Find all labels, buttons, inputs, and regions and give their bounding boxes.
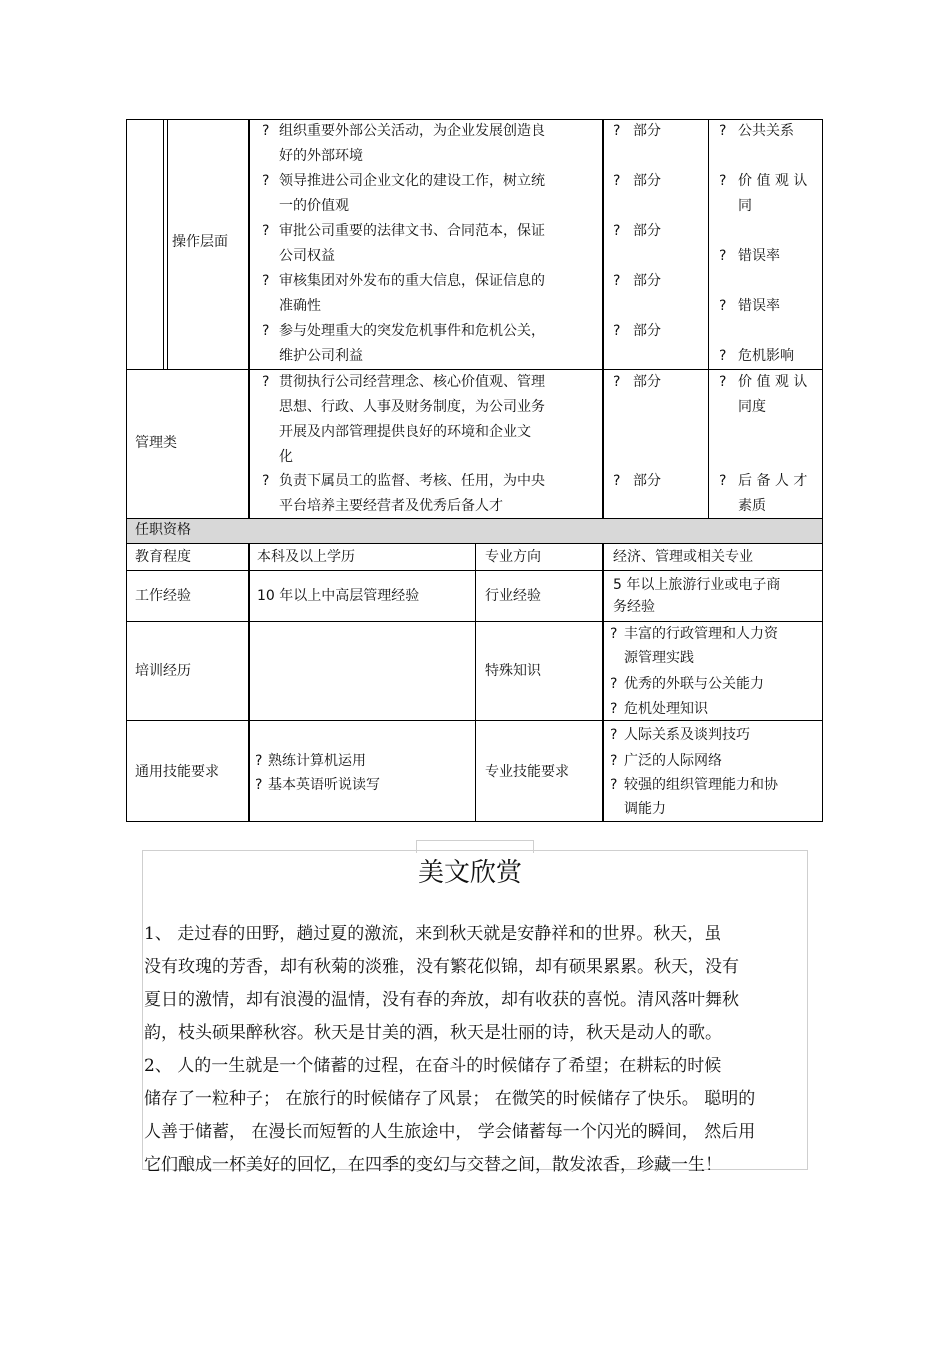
bullet-mark: ? xyxy=(610,753,618,769)
bullet-mark: ? xyxy=(255,753,263,769)
table-border xyxy=(163,119,164,369)
scope-text: 部分 xyxy=(633,374,661,390)
duty-text: 参与处理重大的突发危机事件和危机公关， xyxy=(279,323,545,339)
bullet-mark: ? xyxy=(613,273,621,289)
essay-line: 2、 人的一生就是一个储蓄的过程，在奋斗的时候储存了希望；在耕耘的时候 xyxy=(144,1056,722,1076)
duty-text: 开展及内部管理提供良好的环境和企业文 xyxy=(279,424,531,440)
bullet-mark: ? xyxy=(262,173,270,189)
table-border xyxy=(167,119,168,369)
bullet-mark: ? xyxy=(613,374,621,390)
bullet-mark: ? xyxy=(719,173,727,189)
duty-text: 一的价值观 xyxy=(279,198,349,214)
duty-text: 负责下属员工的监督、考核、任用，为中央 xyxy=(279,473,545,489)
scope-text: 部分 xyxy=(633,273,661,289)
skill-text: 广泛的人际网络 xyxy=(624,753,722,769)
duty-text: 维护公司利益 xyxy=(279,348,363,364)
bullet-mark: ? xyxy=(610,701,618,717)
bullet-mark: ? xyxy=(613,173,621,189)
education-value: 本科及以上学历 xyxy=(257,549,355,565)
essay-line: 没有玫瑰的芳香，却有秋菊的淡雅，没有繁花似锦，却有硕果累累。秋天，没有 xyxy=(144,957,739,977)
essay-line: 储存了一粒种子； 在旅行的时候储存了风景； 在微笑的时候储存了快乐。 聪明的 xyxy=(144,1089,756,1109)
general-skill-text: 基本英语听说读写 xyxy=(268,777,380,793)
knowledge-text: 危机处理知识 xyxy=(624,701,708,717)
bullet-mark: ? xyxy=(262,374,270,390)
knowledge-text: 丰富的行政管理和人力资 xyxy=(624,626,778,642)
duty-text: 化 xyxy=(279,449,293,465)
kpi-text: 错误率 xyxy=(738,248,780,264)
industry-value: 5 年以上旅游行业或电子商 xyxy=(613,577,781,593)
qualification-header: 任职资格 xyxy=(135,522,191,538)
skill-text: 人际关系及谈判技巧 xyxy=(624,727,750,743)
professional-skills-label: 专业技能要求 xyxy=(485,764,569,780)
qualification-header-bg xyxy=(127,518,822,543)
industry-label: 行业经验 xyxy=(485,588,541,604)
bullet-mark: ? xyxy=(262,323,270,339)
kpi-text: 价 值 观 认 xyxy=(738,374,808,390)
table-border xyxy=(126,720,822,721)
duty-text: 准确性 xyxy=(279,298,321,314)
table-border xyxy=(708,119,709,518)
special-knowledge-label: 特殊知识 xyxy=(485,663,541,679)
kpi-text: 错误率 xyxy=(738,298,780,314)
essay-line: 人善于储蓄， 在漫长而短暂的人生旅途中， 学会储蓄每一个闪光的瞬间， 然后用 xyxy=(144,1122,756,1142)
knowledge-text: 优秀的外联与公关能力 xyxy=(624,676,764,692)
essay-line: 1、 走过春的田野，趟过夏的激流，来到秋天就是安静祥和的世界。秋天，虽 xyxy=(144,924,722,944)
essay-line: 夏日的激情，却有浪漫的温情，没有春的奔放，却有收获的喜悦。清风落叶舞秋 xyxy=(144,990,739,1010)
general-skill-text: 熟练计算机运用 xyxy=(268,753,366,769)
essay-line: 它们酿成一杯美好的回忆，在四季的变幻与交替之间，散发浓香，珍藏一生！ xyxy=(144,1155,722,1175)
bullet-mark: ? xyxy=(613,223,621,239)
operation-level-label: 操作层面 xyxy=(172,234,228,250)
skill-text: 调能力 xyxy=(624,801,666,817)
essay-line: 韵，枝头硕果醉秋容。秋天是甘美的酒，秋天是壮丽的诗，秋天是动人的歌。 xyxy=(144,1023,722,1043)
bullet-mark: ? xyxy=(255,777,263,793)
table-border xyxy=(602,543,604,822)
bullet-mark: ? xyxy=(719,248,727,264)
kpi-text: 同度 xyxy=(738,399,766,415)
table-border xyxy=(126,119,127,822)
table-border xyxy=(248,119,250,518)
duty-text: 贯彻执行公司经营理念、核心价值观、管理 xyxy=(279,374,545,390)
table-border xyxy=(822,119,823,822)
bullet-mark: ? xyxy=(610,676,618,692)
table-border xyxy=(126,543,822,544)
table-border xyxy=(126,821,822,822)
general-skills-label: 通用技能要求 xyxy=(135,764,219,780)
bullet-mark: ? xyxy=(610,777,618,793)
scope-text: 部分 xyxy=(633,223,661,239)
training-label: 培训经历 xyxy=(135,663,191,679)
bullet-mark: ? xyxy=(262,273,270,289)
scope-text: 部分 xyxy=(633,473,661,489)
major-label: 专业方向 xyxy=(485,549,541,565)
knowledge-text: 源管理实践 xyxy=(624,650,694,666)
bullet-mark: ? xyxy=(262,223,270,239)
kpi-text: 后 备 人 才 xyxy=(738,473,808,489)
bullet-mark: ? xyxy=(719,473,727,489)
kpi-text: 价 值 观 认 xyxy=(738,173,808,189)
table-border xyxy=(126,570,822,571)
bullet-mark: ? xyxy=(610,626,618,642)
duty-text: 审核集团对外发布的重大信息，保证信息的 xyxy=(279,273,545,289)
bullet-mark: ? xyxy=(262,473,270,489)
duty-text: 组织重要外部公关活动，为企业发展创造良 xyxy=(279,123,545,139)
duty-text: 公司权益 xyxy=(279,248,335,264)
education-label: 教育程度 xyxy=(135,549,191,565)
management-label: 管理类 xyxy=(135,435,177,451)
experience-label: 工作经验 xyxy=(135,588,191,604)
industry-value: 务经验 xyxy=(613,599,655,615)
scope-text: 部分 xyxy=(633,123,661,139)
duty-text: 好的外部环境 xyxy=(279,148,363,164)
table-border xyxy=(248,543,250,822)
table-border xyxy=(602,119,604,518)
bullet-mark: ? xyxy=(719,348,727,364)
bullet-mark: ? xyxy=(719,374,727,390)
experience-value: 10 年以上中高层管理经验 xyxy=(257,588,420,604)
kpi-text: 同 xyxy=(738,198,752,214)
bullet-mark: ? xyxy=(719,123,727,139)
bullet-mark: ? xyxy=(613,123,621,139)
duty-text: 思想、行政、人事及财务制度，为公司业务 xyxy=(279,399,545,415)
bullet-mark: ? xyxy=(262,123,270,139)
bullet-mark: ? xyxy=(610,727,618,743)
bullet-mark: ? xyxy=(613,323,621,339)
kpi-text: 素质 xyxy=(738,498,766,514)
duty-text: 平台培养主要经营者及优秀后备人才 xyxy=(279,498,503,514)
scope-text: 部分 xyxy=(633,173,661,189)
bullet-mark: ? xyxy=(613,473,621,489)
skill-text: 较强的组织管理能力和协 xyxy=(624,777,778,793)
duty-text: 领导推进公司企业文化的建设工作，树立统 xyxy=(279,173,545,189)
scope-text: 部分 xyxy=(633,323,661,339)
bullet-mark: ? xyxy=(719,298,727,314)
kpi-text: 危机影响 xyxy=(738,348,794,364)
table-border xyxy=(475,543,476,822)
major-value: 经济、管理或相关专业 xyxy=(613,549,753,565)
essay-title: 美文欣赏 xyxy=(418,858,523,888)
duty-text: 审批公司重要的法律文书、合同范本，保证 xyxy=(279,223,545,239)
kpi-text: 公共关系 xyxy=(738,123,794,139)
